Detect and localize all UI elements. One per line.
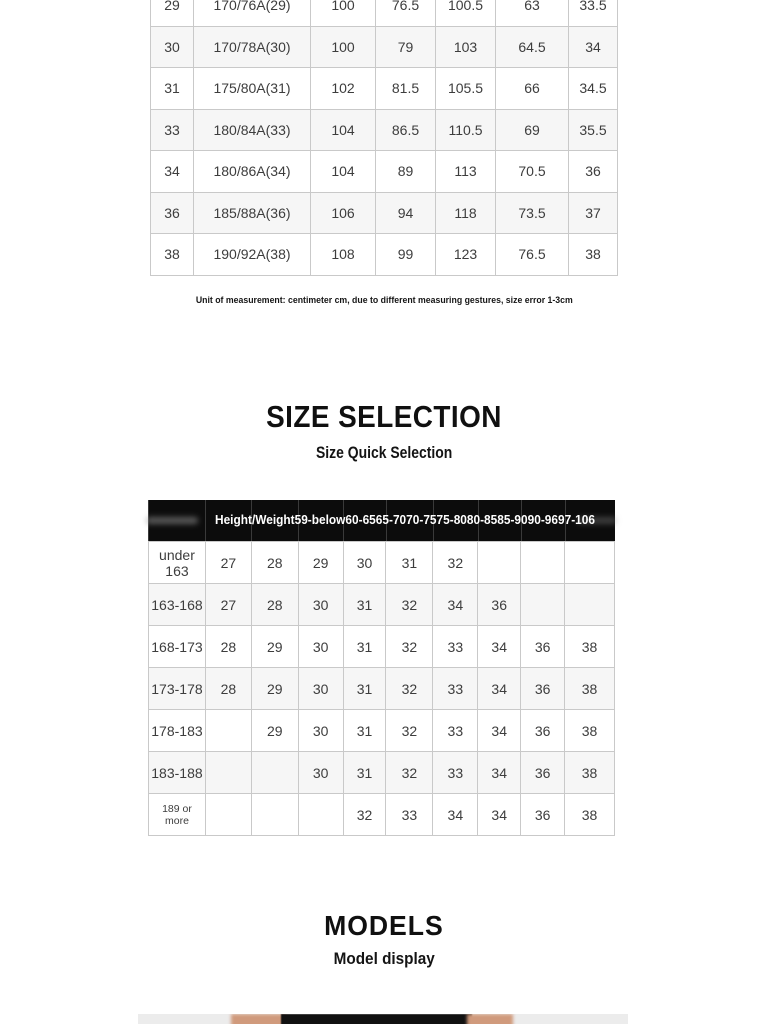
table-cell: 104	[311, 151, 376, 193]
measurement-note-text: Unit of measurement: centimeter cm, due to different measuring gestures, size error 1-3cm	[195, 295, 573, 305]
table-row	[149, 752, 615, 794]
table-cell: 27	[205, 584, 251, 626]
table-cell: 113	[436, 151, 496, 193]
table-row	[151, 192, 618, 234]
table-cell: 180/84A(33)	[194, 109, 311, 151]
size-table-grid	[148, 541, 615, 836]
table-cell: 81.5	[376, 68, 436, 110]
table-cell	[521, 584, 565, 626]
model-photo	[138, 1014, 628, 1024]
table-cell: 36	[521, 668, 565, 710]
table-cell: 33.5	[569, 0, 618, 26]
table-cell: 31	[343, 752, 386, 794]
table-cell: 34	[478, 752, 521, 794]
table-cell: 66	[496, 68, 569, 110]
table-cell: 100	[311, 26, 376, 68]
table-cell: 29	[251, 626, 298, 668]
table-cell: 29	[298, 542, 343, 584]
table-row	[151, 234, 618, 276]
table-cell: 30	[298, 668, 343, 710]
table-cell: 63	[496, 0, 569, 26]
table-cell: 34	[478, 710, 521, 752]
table-cell: 104	[311, 109, 376, 151]
size-selection-title: SIZE SELECTION	[266, 399, 502, 434]
table-cell: 32	[343, 794, 386, 836]
table-cell: 123	[436, 234, 496, 276]
table-cell: 73.5	[496, 192, 569, 234]
table-cell: 34	[151, 151, 194, 193]
table-cell: 32	[386, 584, 433, 626]
measurement-table	[150, 0, 618, 276]
table-cell: 29	[151, 0, 194, 26]
table-cell	[565, 542, 615, 584]
table-cell: 35.5	[569, 109, 618, 151]
row-label: 168-173	[149, 626, 206, 668]
table-cell: 190/92A(38)	[194, 234, 311, 276]
table-cell: 103	[436, 26, 496, 68]
table-cell	[205, 710, 251, 752]
table-row	[151, 109, 618, 151]
table-row	[149, 626, 615, 668]
table-cell	[251, 752, 298, 794]
measurement-note	[0, 295, 768, 305]
table-cell: 30	[343, 542, 386, 584]
table-cell: 36	[521, 710, 565, 752]
table-row	[151, 0, 618, 26]
table-row	[151, 26, 618, 68]
table-cell: 38	[569, 234, 618, 276]
table-cell: 30	[151, 26, 194, 68]
table-cell: 34	[478, 668, 521, 710]
table-cell: 34	[478, 794, 521, 836]
table-cell: 33	[433, 752, 478, 794]
table-row	[149, 794, 615, 836]
table-cell: 36	[521, 752, 565, 794]
size-table-header-bar	[148, 500, 615, 541]
table-cell: 38	[565, 668, 615, 710]
table-cell: 36	[521, 626, 565, 668]
table-cell: 30	[298, 752, 343, 794]
table-cell: 30	[298, 584, 343, 626]
table-cell: 31	[343, 584, 386, 626]
table-cell: 29	[251, 710, 298, 752]
row-label: under 163	[149, 542, 206, 584]
table-cell: 110.5	[436, 109, 496, 151]
table-cell: 31	[386, 542, 433, 584]
table-cell: 100	[311, 0, 376, 26]
row-label: 178-183	[149, 710, 206, 752]
table-row	[149, 710, 615, 752]
table-cell: 76.5	[376, 0, 436, 26]
table-cell: 76.5	[496, 234, 569, 276]
table-cell: 33	[433, 626, 478, 668]
table-cell: 185/88A(36)	[194, 192, 311, 234]
table-cell: 32	[386, 710, 433, 752]
table-cell: 30	[298, 710, 343, 752]
table-cell: 32	[433, 542, 478, 584]
table-cell	[565, 584, 615, 626]
table-cell: 106	[311, 192, 376, 234]
models-title: MODELS	[324, 910, 444, 941]
table-cell: 28	[205, 626, 251, 668]
size-table-header-text: Height/Weight59-below60-6565-7070-7575-8080-8585-9090-9697-106	[215, 513, 595, 527]
table-cell: 31	[151, 68, 194, 110]
table-cell: 108	[311, 234, 376, 276]
table-cell: 118	[436, 192, 496, 234]
table-cell: 28	[251, 542, 298, 584]
table-cell: 79	[376, 26, 436, 68]
table-cell: 34	[478, 626, 521, 668]
table-cell: 100.5	[436, 0, 496, 26]
table-cell: 34.5	[569, 68, 618, 110]
table-cell: 27	[205, 542, 251, 584]
size-selection-table	[148, 500, 615, 836]
table-row	[151, 68, 618, 110]
table-cell: 32	[386, 752, 433, 794]
table-cell: 34	[569, 26, 618, 68]
table-cell: 170/76A(29)	[194, 0, 311, 26]
table-cell: 38	[565, 710, 615, 752]
table-cell: 28	[205, 668, 251, 710]
models-subtitle: Model display	[333, 949, 435, 968]
model-torso	[281, 1014, 472, 1024]
table-cell: 32	[386, 668, 433, 710]
table-row	[149, 584, 615, 626]
table-cell: 105.5	[436, 68, 496, 110]
table-cell: 170/78A(30)	[194, 26, 311, 68]
table-cell: 38	[151, 234, 194, 276]
table-cell: 36	[151, 192, 194, 234]
table-cell: 64.5	[496, 26, 569, 68]
table-cell: 34	[433, 794, 478, 836]
table-cell: 36	[521, 794, 565, 836]
header-smudge-left	[146, 517, 198, 524]
model-right-arm	[467, 1014, 513, 1024]
table-cell	[521, 542, 565, 584]
table-cell: 31	[343, 710, 386, 752]
table-cell: 175/80A(31)	[194, 68, 311, 110]
measurement-table-grid	[150, 0, 618, 276]
row-label: 189 or more	[149, 794, 206, 836]
table-row	[149, 668, 615, 710]
table-cell: 36	[478, 584, 521, 626]
table-cell	[251, 794, 298, 836]
table-cell: 31	[343, 626, 386, 668]
table-cell: 94	[376, 192, 436, 234]
table-cell: 33	[151, 109, 194, 151]
row-label: 173-178	[149, 668, 206, 710]
table-cell: 70.5	[496, 151, 569, 193]
table-cell: 69	[496, 109, 569, 151]
table-cell: 33	[433, 668, 478, 710]
table-cell: 30	[298, 626, 343, 668]
model-left-arm	[231, 1014, 286, 1024]
table-cell: 33	[433, 710, 478, 752]
table-cell: 32	[386, 626, 433, 668]
table-cell: 33	[386, 794, 433, 836]
table-cell	[205, 794, 251, 836]
table-cell	[478, 542, 521, 584]
table-cell: 29	[251, 668, 298, 710]
table-cell: 31	[343, 668, 386, 710]
table-cell: 102	[311, 68, 376, 110]
row-label: 183-188	[149, 752, 206, 794]
table-cell	[205, 752, 251, 794]
table-cell	[298, 794, 343, 836]
table-cell: 34	[433, 584, 478, 626]
size-selection-subtitle: Size Quick Selection	[315, 443, 453, 462]
table-row	[151, 151, 618, 193]
table-cell: 180/86A(34)	[194, 151, 311, 193]
table-row	[149, 542, 615, 584]
table-cell: 36	[569, 151, 618, 193]
table-cell: 89	[376, 151, 436, 193]
table-cell: 38	[565, 794, 615, 836]
table-cell: 86.5	[376, 109, 436, 151]
table-cell: 38	[565, 626, 615, 668]
table-cell: 99	[376, 234, 436, 276]
table-cell: 37	[569, 192, 618, 234]
row-label: 163-168	[149, 584, 206, 626]
table-cell: 38	[565, 752, 615, 794]
table-cell: 28	[251, 584, 298, 626]
